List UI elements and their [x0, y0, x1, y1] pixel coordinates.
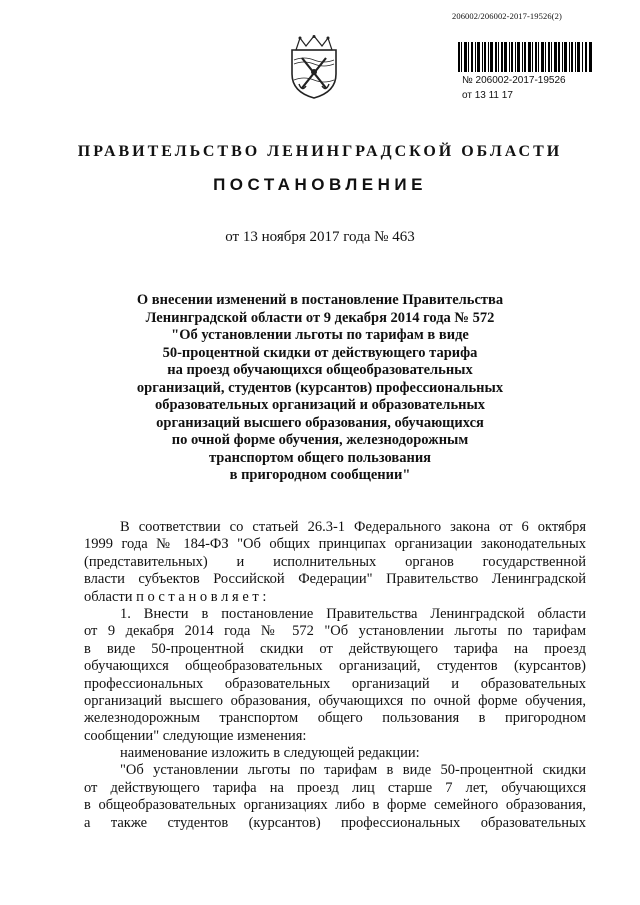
paragraph-line: власти субъектов Российской Федерации" Правительство Ленинградской [84, 571, 586, 588]
issuing-authority: ПРАВИТЕЛЬСТВО ЛЕНИНГРАДСКОЙ ОБЛАСТИ [77, 143, 563, 160]
document-title [90, 292, 550, 485]
paragraph-line: организаций высшего образования, обучающихся по очной форме обучения, [84, 692, 586, 709]
paragraph-line: от действующего тарифа на проезд лиц старше 7 лет, обучающихся [84, 779, 586, 796]
barcode-icon [458, 42, 592, 72]
paragraph-line: обучающихся общеобразовательных организаций, студентов (курсантов) [84, 658, 586, 675]
body-text [84, 519, 586, 832]
paragraph-line: а также студентов (курсантов) профессиональных образовательных [84, 814, 586, 831]
paragraph-line: в общеобразовательных организациях либо в форме семейного образования, [84, 797, 586, 814]
paragraph-line: от 9 декабря 2014 года № 572 "Об установлении льготы по тарифам [84, 623, 586, 640]
title-line: О внесении изменений в постановление Правительства [136, 292, 504, 308]
title-line: образовательных организаций и образовательных [154, 397, 486, 413]
title-line: 50-процентной скидки от действующего тарифа [162, 344, 478, 361]
title-line: в пригородном сообщении" [229, 467, 411, 483]
title-line: транспортом общего пользования [208, 449, 432, 466]
barcode-number: № 206002-2017-19526 [462, 75, 566, 86]
paragraph-line: 1999 года № 184-ФЗ "Об общих принципах организации законодательных [84, 536, 586, 553]
paragraph-line: (представительных) и исполнительных органов государственной [84, 553, 586, 570]
title-line: организаций высшего образования, обучающихся [156, 414, 484, 431]
paragraph-line: наименование изложить в следующей редакции: [120, 745, 420, 762]
document-type: ПОСТАНОВЛЕНИЕ [213, 175, 427, 194]
title-line: Ленинградской области от 9 декабря 2014 года № 572 [145, 309, 495, 326]
paragraph-line: 1. Внести в постановление Правительства Ленинградской области [120, 605, 586, 622]
paragraph-line: в виде 50-процентной скидки от действующего тарифа на проезд [84, 640, 586, 657]
document-reference-number: 206002/206002-2017-19526(2) [452, 11, 562, 21]
barcode-date: от 13 11 17 [462, 90, 513, 101]
paragraph-line: сообщении" следующие изменения: [84, 727, 307, 744]
paragraph-line: "Об установлении льготы по тарифам в виде 50-процентной скидки [120, 762, 586, 779]
paragraph-line: В соответствии со статьей 26.3-1 Федерального закона от 6 октября [120, 519, 586, 535]
title-line: по очной форме обучения, железнодорожным [171, 432, 469, 448]
paragraph-line: железнодорожным транспортом общего пользования в пригородном [84, 710, 586, 727]
paragraph-line: профессиональных образовательных организаций и образовательных [84, 675, 586, 692]
title-line: "Об установлении льготы по тарифам в виде [171, 327, 469, 343]
document-date: от 13 ноября 2017 года № 463 [225, 229, 415, 245]
title-line: организаций, студентов (курсантов) профессиональных [136, 379, 504, 396]
paragraph-line: области п о с т а н о в л я е т : [84, 588, 267, 605]
title-line: на проезд обучающихся общеобразовательных [167, 362, 473, 378]
coat-of-arms-icon [286, 34, 342, 100]
